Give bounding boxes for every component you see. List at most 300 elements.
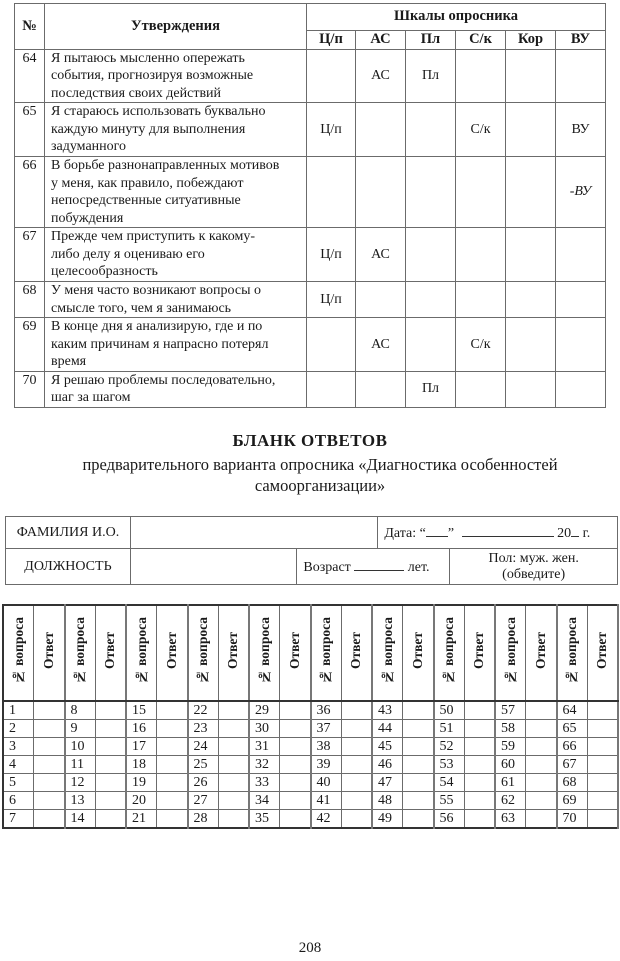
statement-text (45, 282, 307, 318)
question-number-header (3, 605, 34, 701)
statement-number: 69 (15, 318, 45, 372)
header-scale: Кор (506, 31, 556, 50)
question-number-cell: 56 (434, 810, 465, 829)
answer-cell[interactable] (587, 774, 618, 792)
scale-cell: Пл (406, 371, 456, 407)
age-suffix: лет. (407, 560, 430, 575)
question-number-cell: 12 (65, 774, 96, 792)
scale-cell (506, 103, 556, 157)
statement-line: события, прогнозируя возможные (51, 68, 254, 83)
statement-row (15, 103, 606, 157)
answer-cell[interactable] (95, 756, 126, 774)
question-number-cell: 1 (3, 701, 34, 720)
question-number-cell: 58 (495, 720, 526, 738)
gender-hint: (обведите) (502, 566, 566, 582)
answer-grid-row (3, 701, 618, 720)
answer-cell[interactable] (341, 792, 372, 810)
answer-cell[interactable] (218, 756, 249, 774)
scale-cell: Ц/п (307, 228, 356, 282)
question-number-cell: 37 (311, 720, 342, 738)
answer-cell[interactable] (464, 774, 495, 792)
question-number-header-label: № вопроса (256, 616, 272, 685)
answer-cell[interactable] (403, 810, 434, 829)
question-number-cell: 6 (3, 792, 34, 810)
statement-line: у меня, как правило, побеждают (51, 175, 244, 191)
answer-cell[interactable] (403, 774, 434, 792)
question-number-header-label: № вопроса (72, 616, 87, 685)
question-number-cell: 4 (3, 756, 34, 774)
question-number-cell: 17 (126, 738, 157, 756)
answer-cell[interactable] (34, 720, 65, 738)
answer-cell[interactable] (526, 720, 557, 738)
question-number-cell: 61 (495, 774, 526, 792)
question-number-cell: 52 (434, 738, 465, 756)
answer-header (403, 605, 434, 701)
answer-cell[interactable] (95, 810, 126, 829)
scale-cell (506, 282, 556, 318)
answer-cell[interactable] (34, 738, 65, 756)
question-number-cell: 57 (495, 701, 526, 720)
question-number-cell: 13 (65, 792, 96, 810)
answer-grid-row (3, 738, 618, 756)
statement-line: Я решаю проблемы последовательно, (51, 372, 276, 388)
scale-cell: -ВУ (556, 157, 606, 228)
answer-grid-row (3, 774, 618, 792)
answer-cell[interactable] (218, 701, 249, 720)
question-number-cell: 48 (372, 792, 403, 810)
scale-cell: Ц/п (307, 103, 356, 157)
question-number-header-label: № вопроса (564, 616, 579, 685)
scale-cell: АС (356, 318, 406, 372)
scale-cell (506, 157, 556, 228)
question-number-cell: 22 (188, 701, 219, 720)
answer-cell[interactable] (464, 756, 495, 774)
question-number-header (65, 605, 96, 701)
header-scale: Ц/п (307, 31, 356, 50)
statement-number: 66 (15, 157, 45, 228)
answer-cell[interactable] (341, 701, 372, 720)
answer-cell[interactable] (218, 738, 249, 756)
statement-number: 70 (15, 371, 45, 407)
answer-header-label: Ответ (409, 631, 425, 670)
question-number-cell: 65 (557, 720, 588, 738)
scale-cell (307, 318, 356, 372)
answer-cell[interactable] (403, 738, 434, 756)
scale-cell (506, 318, 556, 372)
date-month-blank[interactable] (462, 523, 554, 537)
scale-cell (556, 371, 606, 407)
answer-cell[interactable] (218, 774, 249, 792)
answer-cell[interactable] (157, 701, 188, 720)
question-number-cell: 10 (65, 738, 96, 756)
scale-cell (356, 371, 406, 407)
age-field[interactable] (297, 549, 450, 585)
scale-cell (456, 371, 506, 407)
header-scale: ВУ (556, 31, 606, 50)
question-number-header (557, 605, 588, 701)
scale-cell (506, 49, 556, 103)
question-number-cell: 63 (495, 810, 526, 829)
scale-cell (356, 157, 406, 228)
statement-line: В конце дня я анализирую, где и по (51, 319, 263, 334)
answer-grid-row (3, 792, 618, 810)
statement-line: шаг за шагом (51, 390, 131, 405)
answer-header-label: Ответ (286, 631, 302, 670)
answer-cell[interactable] (157, 720, 188, 738)
question-number-cell: 8 (65, 701, 96, 720)
scale-cell: АС (356, 228, 406, 282)
question-number-cell: 18 (126, 756, 157, 774)
statement-line: целесообразность (51, 264, 158, 279)
position-field[interactable] (130, 549, 296, 585)
answer-cell[interactable] (157, 738, 188, 756)
question-number-cell: 46 (372, 756, 403, 774)
scale-cell (356, 103, 406, 157)
statement-row (15, 371, 606, 407)
statement-row (15, 228, 606, 282)
header-scales-group: Шкалы опросника (307, 4, 606, 31)
answer-header-label: Ответ (225, 631, 241, 670)
statement-line: время (51, 354, 87, 369)
answer-header (526, 605, 557, 701)
header-statements: Утверждения (45, 4, 307, 50)
scale-cell (307, 371, 356, 407)
answer-cell[interactable] (95, 701, 126, 720)
answer-grid-row (3, 810, 618, 829)
date-field[interactable] (378, 517, 618, 549)
name-label: ФАМИЛИЯ И.О. (6, 517, 131, 549)
question-number-cell: 67 (557, 756, 588, 774)
question-number-cell: 70 (557, 810, 588, 829)
question-number-cell: 53 (434, 756, 465, 774)
gender-field[interactable] (450, 549, 618, 585)
answer-cell[interactable] (403, 792, 434, 810)
question-number-header (188, 605, 219, 701)
date-day-blank[interactable] (426, 523, 448, 537)
statement-text (45, 371, 307, 407)
scale-cell: С/к (456, 318, 506, 372)
answer-cell[interactable] (34, 756, 65, 774)
question-number-cell: 41 (311, 792, 342, 810)
question-number-cell: 28 (188, 810, 219, 829)
question-number-cell: 20 (126, 792, 157, 810)
statement-text (45, 318, 307, 372)
answer-cell[interactable] (34, 810, 65, 829)
answer-header (95, 605, 126, 701)
question-number-cell: 62 (495, 792, 526, 810)
statement-line: смысле того, чем я занимаюсь (51, 300, 232, 316)
scale-cell (406, 103, 456, 157)
age-label: Возраст (303, 560, 351, 575)
answer-cell[interactable] (526, 756, 557, 774)
answer-cell[interactable] (587, 738, 618, 756)
answer-header-label: Ответ (348, 631, 364, 670)
answer-cell[interactable] (464, 792, 495, 810)
date-year-prefix: 20 (557, 526, 572, 541)
question-number-cell: 7 (3, 810, 34, 829)
answer-cell[interactable] (280, 774, 311, 792)
answer-cell[interactable] (34, 792, 65, 810)
scale-cell (406, 157, 456, 228)
question-number-cell: 24 (188, 738, 219, 756)
question-number-header-label: № вопроса (502, 616, 518, 685)
statement-line: В борьбе разнонаправленных мотивов (51, 158, 280, 173)
scale-cell (307, 49, 356, 103)
answer-cell[interactable] (526, 701, 557, 720)
question-number-cell: 29 (249, 701, 280, 720)
name-field[interactable] (130, 517, 377, 549)
header-scale: АС (356, 31, 406, 50)
header-num: № (15, 4, 45, 50)
statement-line: каждую минуту для выполнения (51, 121, 246, 137)
answer-header (157, 605, 188, 701)
question-number-cell: 42 (311, 810, 342, 829)
question-number-cell: 44 (372, 720, 403, 738)
scale-cell (506, 228, 556, 282)
answer-cell[interactable] (587, 792, 618, 810)
answer-grid-row (3, 756, 618, 774)
question-number-header (249, 605, 280, 701)
question-number-cell: 3 (3, 738, 34, 756)
statement-line: Прежде чем приступить к какому- (51, 229, 256, 244)
question-number-cell: 16 (126, 720, 157, 738)
answer-header-label: Ответ (163, 631, 179, 670)
question-number-cell: 30 (249, 720, 280, 738)
question-number-header (434, 605, 465, 701)
answer-cell[interactable] (157, 774, 188, 792)
header-scale: С/к (456, 31, 506, 50)
answer-cell[interactable] (341, 738, 372, 756)
position-label: ДОЛЖНОСТЬ (6, 549, 131, 585)
statement-line: Я стараюсь использовать буквально (51, 104, 266, 119)
scale-cell (556, 49, 606, 103)
statement-line: либо делу я оцениваю его (51, 246, 205, 262)
statement-text (45, 103, 307, 157)
answer-cell[interactable] (157, 792, 188, 810)
answer-cell[interactable] (95, 774, 126, 792)
scale-cell: Ц/п (307, 282, 356, 318)
answer-cell[interactable] (280, 756, 311, 774)
answer-cell[interactable] (95, 738, 126, 756)
answer-header-label: Ответ (594, 631, 610, 670)
statement-line: каким причинам я напрасно потерял (51, 336, 269, 352)
scale-cell (356, 282, 406, 318)
question-number-cell: 60 (495, 756, 526, 774)
question-number-header-label: № вопроса (195, 616, 210, 685)
question-number-cell: 50 (434, 701, 465, 720)
answer-cell[interactable] (464, 738, 495, 756)
question-number-cell: 14 (65, 810, 96, 829)
statement-row (15, 49, 606, 103)
question-number-header (311, 605, 342, 701)
answer-cell[interactable] (587, 701, 618, 720)
answer-cell[interactable] (341, 810, 372, 829)
question-number-cell: 15 (126, 701, 157, 720)
statement-row (15, 157, 606, 228)
answer-grid-row (3, 720, 618, 738)
header-scale: Пл (406, 31, 456, 50)
question-number-cell: 59 (495, 738, 526, 756)
date-year-suffix: г. (582, 526, 591, 541)
question-number-cell: 47 (372, 774, 403, 792)
answer-cell[interactable] (587, 720, 618, 738)
question-number-cell: 21 (126, 810, 157, 829)
answer-header-label: Ответ (532, 631, 548, 670)
question-number-cell: 26 (188, 774, 219, 792)
scale-cell (406, 228, 456, 282)
answer-header (341, 605, 372, 701)
question-number-cell: 39 (311, 756, 342, 774)
answer-sheet-subtitle: предварительного варианта опросника «Диагностика особенностей самоорганизации» (82, 455, 558, 495)
answer-cell[interactable] (587, 756, 618, 774)
page-number: 208 (298, 940, 322, 956)
answer-grid (2, 604, 619, 829)
question-number-cell: 33 (249, 774, 280, 792)
question-number-cell: 66 (557, 738, 588, 756)
answer-cell[interactable] (526, 738, 557, 756)
scale-cell (307, 157, 356, 228)
question-number-header (372, 605, 403, 701)
question-number-cell: 25 (188, 756, 219, 774)
answer-cell[interactable] (526, 774, 557, 792)
scale-cell (556, 318, 606, 372)
answer-cell[interactable] (280, 720, 311, 738)
question-number-header-label: № вопроса (133, 616, 149, 685)
question-number-header-label: № вопроса (10, 616, 26, 685)
question-number-cell: 64 (557, 701, 588, 720)
scale-cell (456, 282, 506, 318)
question-number-header-label: № вопроса (441, 616, 456, 685)
question-number-cell: 69 (557, 792, 588, 810)
question-number-cell: 45 (372, 738, 403, 756)
scale-cell (406, 282, 456, 318)
statement-line: задуманного (51, 139, 127, 154)
answer-header (280, 605, 311, 701)
answer-cell[interactable] (341, 720, 372, 738)
statement-line: Я пытаюсь мысленно опережать (51, 50, 245, 66)
question-number-cell: 31 (249, 738, 280, 756)
question-number-cell: 68 (557, 774, 588, 792)
answer-cell[interactable] (464, 720, 495, 738)
gender-options: Пол: муж. жен. (488, 550, 579, 566)
question-number-cell: 5 (3, 774, 34, 792)
question-number-cell: 32 (249, 756, 280, 774)
answer-cell[interactable] (280, 810, 311, 829)
question-number-cell: 19 (126, 774, 157, 792)
statements-table (14, 3, 606, 408)
answer-cell[interactable] (218, 720, 249, 738)
answer-cell[interactable] (280, 701, 311, 720)
scale-cell (456, 228, 506, 282)
statement-text (45, 157, 307, 228)
question-number-cell: 27 (188, 792, 219, 810)
question-number-cell: 36 (311, 701, 342, 720)
statement-line: У меня часто возникают вопросы о (51, 283, 262, 298)
date-quote-close: ” (447, 526, 455, 541)
answer-header (587, 605, 618, 701)
answer-header (218, 605, 249, 701)
scale-cell: С/к (456, 103, 506, 157)
statement-line: побуждения (51, 210, 124, 226)
question-number-header (126, 605, 157, 701)
answer-cell[interactable] (95, 792, 126, 810)
question-number-cell: 40 (311, 774, 342, 792)
answer-header-label: Ответ (102, 631, 118, 670)
statement-row (15, 318, 606, 372)
question-number-header-label: № вопроса (318, 616, 333, 685)
question-number-cell: 55 (434, 792, 465, 810)
scale-cell (456, 49, 506, 103)
answer-cell[interactable] (34, 701, 65, 720)
statement-number: 65 (15, 103, 45, 157)
statement-number: 64 (15, 49, 45, 103)
answer-cell[interactable] (403, 756, 434, 774)
answer-cell[interactable] (341, 756, 372, 774)
age-blank[interactable] (354, 557, 404, 571)
answer-header (34, 605, 65, 701)
statement-number: 67 (15, 228, 45, 282)
answer-cell[interactable] (464, 701, 495, 720)
answer-sheet-title: БЛАНК ОТВЕТОВ (232, 431, 388, 450)
respondent-info-table (5, 516, 618, 585)
question-number-cell: 35 (249, 810, 280, 829)
question-number-header-label: № вопроса (379, 616, 395, 685)
answer-cell[interactable] (34, 774, 65, 792)
answer-cell[interactable] (157, 810, 188, 829)
question-number-cell: 51 (434, 720, 465, 738)
answer-cell[interactable] (218, 792, 249, 810)
scale-cell (406, 318, 456, 372)
scale-cell: Пл (406, 49, 456, 103)
question-number-cell: 49 (372, 810, 403, 829)
question-number-cell: 38 (311, 738, 342, 756)
statement-line: последствия своих действий (51, 85, 222, 101)
answer-cell[interactable] (403, 701, 434, 720)
statement-text (45, 49, 307, 103)
statement-text (45, 228, 307, 282)
answer-cell[interactable] (587, 810, 618, 829)
answer-cell[interactable] (280, 792, 311, 810)
answer-cell[interactable] (157, 756, 188, 774)
statement-line: непосредственные ситуативные (51, 193, 241, 208)
answer-header-label: Ответ (40, 631, 56, 670)
answer-cell[interactable] (218, 810, 249, 829)
answer-cell[interactable] (341, 774, 372, 792)
question-number-cell: 34 (249, 792, 280, 810)
answer-cell[interactable] (403, 720, 434, 738)
question-number-cell: 43 (372, 701, 403, 720)
statement-row (15, 282, 606, 318)
answer-header (464, 605, 495, 701)
answer-cell[interactable] (280, 738, 311, 756)
statement-number: 68 (15, 282, 45, 318)
date-prefix: Дата: “ (384, 526, 426, 541)
scale-cell: ВУ (556, 103, 606, 157)
answer-cell[interactable] (464, 810, 495, 829)
answer-cell[interactable] (526, 792, 557, 810)
question-number-cell: 9 (65, 720, 96, 738)
scale-cell (556, 282, 606, 318)
date-year-blank[interactable] (571, 523, 579, 537)
question-number-cell: 54 (434, 774, 465, 792)
question-number-cell: 2 (3, 720, 34, 738)
answer-cell[interactable] (95, 720, 126, 738)
question-number-cell: 23 (188, 720, 219, 738)
question-number-header (495, 605, 526, 701)
answer-header-label: Ответ (471, 631, 487, 670)
scale-cell (456, 157, 506, 228)
answer-cell[interactable] (526, 810, 557, 829)
